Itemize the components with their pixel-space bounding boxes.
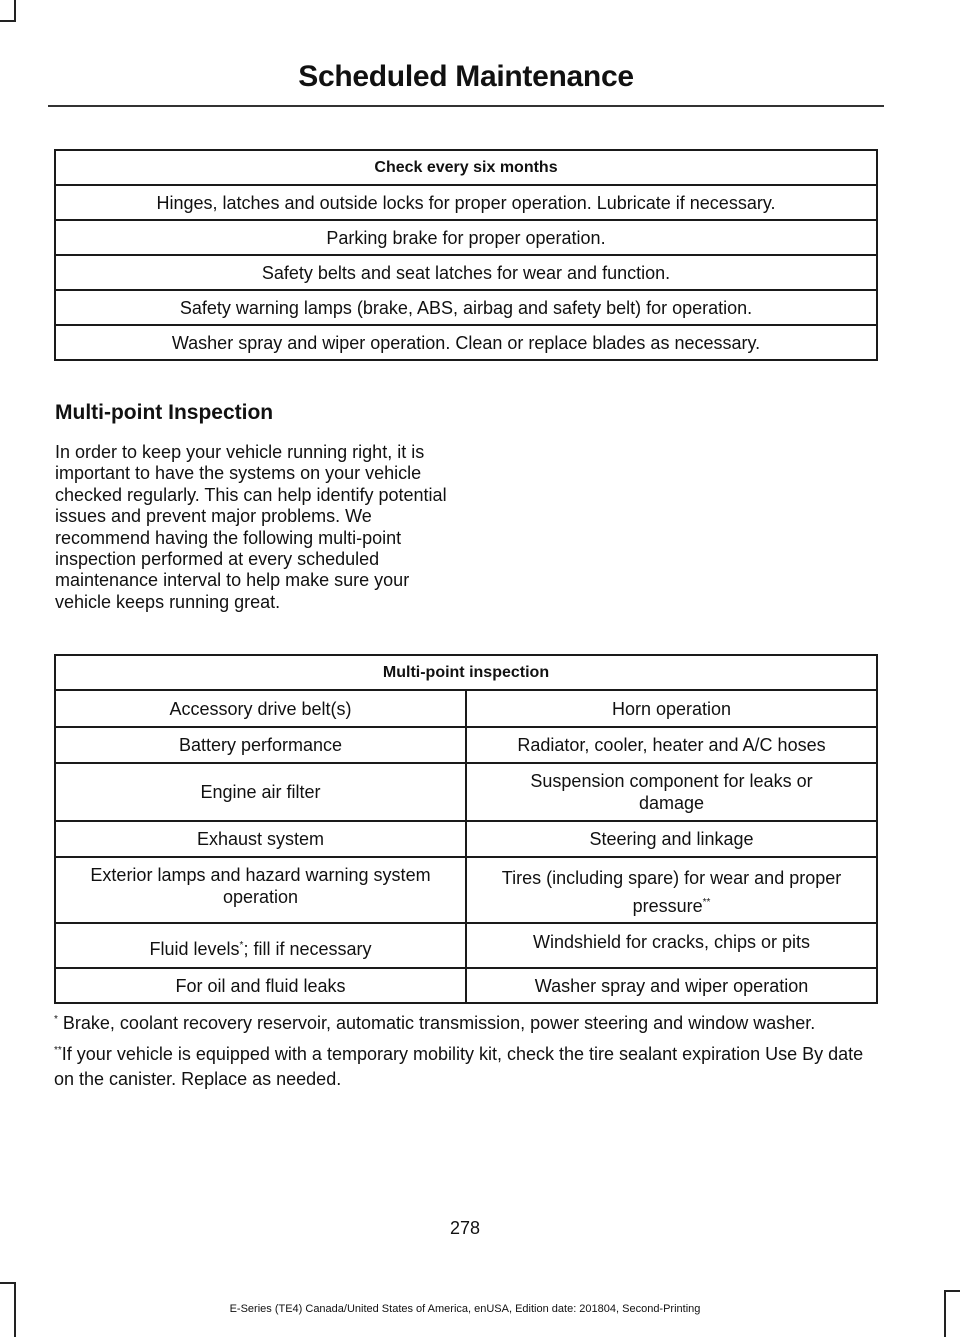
table-cell: [466, 763, 877, 821]
table-cell: [55, 923, 466, 968]
cell-text: Engine air filter: [200, 782, 321, 802]
table-cell: [466, 857, 877, 923]
table-row: [55, 727, 877, 763]
table-heading: Check every six months: [55, 150, 877, 185]
crop-mark: [944, 1290, 960, 1292]
cell-text: Exhaust system: [196, 829, 325, 849]
cell-text: Battery performance: [178, 735, 343, 755]
table-row: [55, 857, 877, 923]
table-row: [55, 821, 877, 857]
page-title: Scheduled Maintenance: [298, 60, 634, 93]
table-cell: [55, 727, 466, 763]
table-row: [55, 325, 877, 360]
cell-text: Horn operation: [611, 698, 732, 719]
table-row: [55, 923, 877, 968]
table-row: [55, 763, 877, 821]
table-cell: Safety warning lamps (brake, ABS, airbag and safety belt) for operation.: [55, 290, 877, 325]
table-row: [55, 690, 877, 727]
table-row: [55, 220, 877, 255]
table-row: [55, 968, 877, 1003]
table-cell: [55, 763, 466, 821]
header-divider: [48, 105, 884, 107]
cell-text: Windshield for cracks, chips or pits: [532, 932, 811, 952]
table-cell: Washer spray and wiper operation. Clean or replace blades as necessary.: [55, 325, 877, 360]
table-cell: [466, 727, 877, 763]
footnote-marker: **: [54, 1045, 62, 1056]
cell-text: Fluid levels: [149, 938, 240, 959]
table-cell: [55, 968, 466, 1003]
cell-text: For oil and fluid leaks: [175, 975, 346, 996]
table-cell: [466, 968, 877, 1003]
cell-text: Washer spray and wiper operation: [534, 975, 809, 996]
table-row: [55, 290, 877, 325]
multi-point-inspection-table: [54, 654, 878, 1004]
footnote-marker: *: [54, 1014, 58, 1025]
edition-footer: E-Series (TE4) Canada/United States of America, enUSA, Edition date: 201804, Second-Printing: [229, 1303, 701, 1315]
table-cell: Safety belts and seat latches for wear and function.: [55, 255, 877, 290]
cell-text: Exterior lamps and hazard warning system operation: [90, 865, 431, 907]
cell-text: ; fill if necessary: [243, 938, 372, 959]
table-heading: Multi-point inspection: [55, 655, 877, 690]
footnote: [54, 1042, 884, 1092]
table-cell: Hinges, latches and outside locks for proper operation. Lubricate if necessary.: [55, 185, 877, 220]
intro-paragraph: In order to keep your vehicle running right, it is important to have the systems on your vehicle checked regularly. This can help identify potential issues and prevent major problems. We recommend having the following multi-point inspection performed at every scheduled maintenance interval to help make sure your vehicle keeps running great.: [55, 442, 447, 612]
cell-text: Suspension component for leaks or damage: [530, 771, 813, 813]
cell-text: Tires (including spare) for wear and proper pressure: [501, 868, 842, 916]
footnote-marker: **: [702, 897, 711, 908]
crop-mark: [14, 0, 16, 22]
table-row: [55, 255, 877, 290]
footnote: [54, 1011, 884, 1036]
cell-text: Steering and linkage: [589, 829, 754, 849]
cell-text: Accessory drive belt(s): [169, 698, 352, 719]
table-cell: [55, 690, 466, 727]
footnotes: [54, 1011, 884, 1098]
crop-mark: [0, 20, 16, 22]
footnote-text: Brake, coolant recovery reservoir, automatic transmission, power steering and window washer.: [57, 1013, 816, 1033]
table-row: [55, 185, 877, 220]
crop-mark: [0, 1282, 16, 1284]
table-cell: [55, 821, 466, 857]
cell-text: Radiator, cooler, heater and A/C hoses: [517, 735, 826, 755]
table-cell: Parking brake for proper operation.: [55, 220, 877, 255]
crop-mark: [944, 1290, 946, 1337]
table-cell: [466, 923, 877, 968]
table-cell: [466, 821, 877, 857]
section-heading: Multi-point Inspection: [55, 401, 274, 424]
table-cell: [466, 690, 877, 727]
table-cell: [55, 857, 466, 923]
footnote-marker: *: [239, 939, 244, 951]
page-number: 278: [449, 1218, 481, 1238]
footnote-text: If your vehicle is equipped with a temporary mobility kit, check the tire sealant expiration Use By date on the canister. Replace as needed.: [54, 1044, 864, 1089]
six-month-check-table: [54, 149, 878, 361]
